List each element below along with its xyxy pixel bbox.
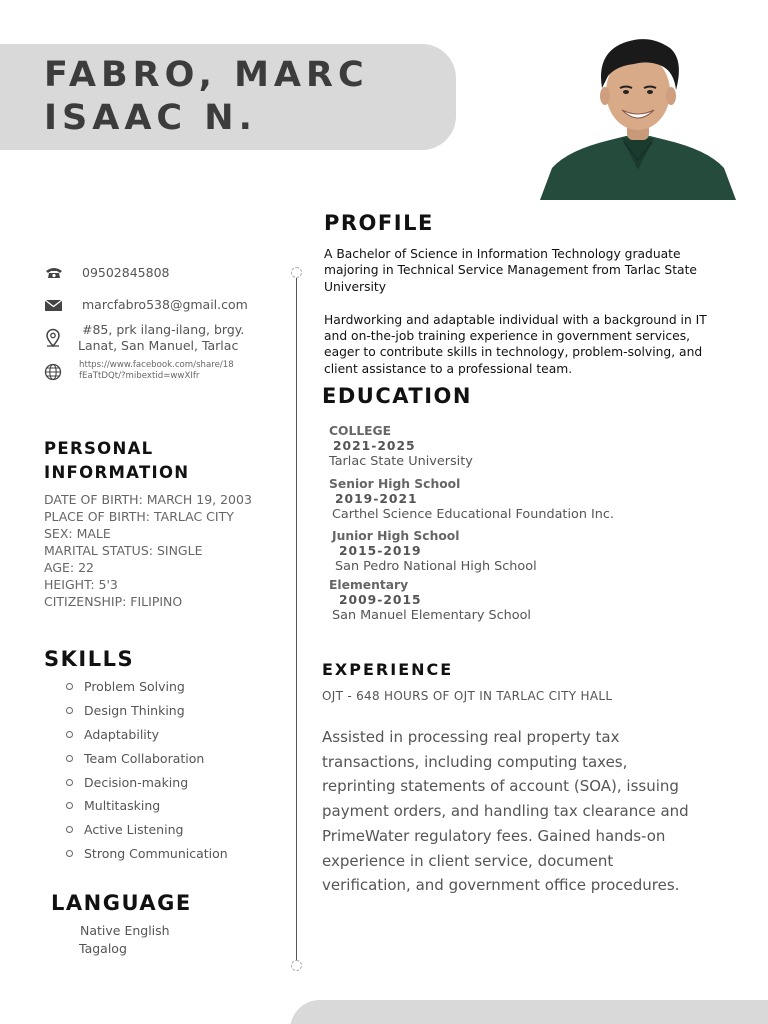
list-item: Team Collaboration	[66, 749, 228, 773]
location-pin-icon	[44, 328, 64, 346]
info-item: HEIGHT: 5'3	[44, 577, 118, 592]
skills-list	[66, 677, 228, 868]
education-years: 2015-2019	[339, 544, 422, 558]
email-address: marcfabro538@gmail.com	[82, 297, 248, 312]
profile-title: PROFILE	[324, 211, 434, 235]
education-school: Tarlac State University	[329, 454, 473, 469]
info-item: AGE: 22	[44, 560, 95, 575]
language-list	[80, 922, 170, 958]
timeline-dot-bottom	[291, 960, 302, 971]
education-level: Elementary	[329, 578, 409, 592]
list-item: Active Listening	[66, 820, 228, 844]
timeline-divider	[296, 273, 297, 966]
education-item-junior-high	[332, 529, 537, 575]
skills-title: SKILLS	[44, 647, 135, 671]
info-item: MARITAL STATUS: SINGLE	[44, 543, 203, 558]
education-school: Carthel Science Educational Foundation Inc.	[332, 507, 614, 522]
list-item: Adaptability	[66, 725, 228, 749]
profile-text	[324, 246, 709, 394]
footer-decoration	[290, 1000, 768, 1024]
education-school: San Pedro National High School	[335, 559, 537, 574]
education-years: 2009-2015	[339, 593, 422, 607]
list-item: Native English	[80, 923, 170, 938]
info-item: CITIZENSHIP: FILIPINO	[44, 594, 183, 609]
personal-info-title-line-2: INFORMATION	[44, 463, 190, 482]
profile-paragraph-2: Hardworking and adaptable individual with a background in IT and on-the-job training experience in government services, eager to contribute skills in technology, problem-solving, and client assistance to a professional team.	[324, 312, 707, 376]
education-years: 2019-2021	[335, 492, 418, 506]
name-banner	[0, 44, 456, 150]
phone-number: 09502845808	[82, 265, 170, 280]
facebook-link-line-1[interactable]: https://www.facebook.com/share/18	[79, 360, 234, 370]
education-title: EDUCATION	[322, 384, 472, 408]
globe-icon	[44, 363, 64, 381]
envelope-icon	[44, 297, 64, 315]
education-level: Junior High School	[332, 529, 460, 543]
list-item: Decision-making	[66, 773, 228, 797]
address-line-1: #85, prk ilang-ilang, brgy.	[82, 322, 245, 337]
phone-icon	[44, 265, 64, 283]
personal-info-title	[44, 437, 189, 485]
education-item-college	[329, 424, 473, 470]
info-item: DATE OF BIRTH: MARCH 19, 2003	[44, 492, 252, 507]
profile-paragraph-1: A Bachelor of Science in Information Technology graduate majoring in Technical Service Management from Tarlac State University	[324, 247, 697, 294]
profile-photo	[538, 30, 738, 200]
list-item: Multitasking	[66, 796, 228, 820]
personal-info-list	[44, 491, 252, 610]
name-line-2: ISAAC N.	[44, 98, 257, 138]
contact-facebook	[44, 360, 234, 382]
experience-title: EXPERIENCE	[322, 660, 454, 679]
list-item: Problem Solving	[66, 677, 228, 701]
name-line-1: FABRO, MARC	[44, 55, 369, 95]
education-item-senior-high	[329, 477, 614, 523]
personal-info-title-line-1: PERSONAL	[44, 439, 154, 458]
timeline-dot-top	[291, 267, 302, 278]
education-level: Senior High School	[329, 477, 461, 491]
language-title: LANGUAGE	[51, 891, 192, 915]
facebook-link-line-2[interactable]: fEaTtDQt/?mibextid=wwXIfr	[79, 371, 200, 381]
education-school: San Manuel Elementary School	[332, 608, 531, 623]
experience-description: Assisted in processing real property tax transactions, including computing taxes, reprinting statements of account (SOA), issuing payment orders, and handling tax clearance and PrimeWater regulatory fees. Gained hands-on experience in client service, document verification, and government office procedures.	[322, 728, 689, 895]
contact-phone	[44, 265, 169, 283]
list-item: Design Thinking	[66, 701, 228, 725]
education-level: COLLEGE	[329, 424, 392, 438]
contact-address	[44, 322, 244, 354]
education-years: 2021-2025	[333, 439, 416, 453]
experience-subtitle: OJT - 648 HOURS OF OJT IN TARLAC CITY HALL	[322, 689, 613, 703]
list-item: Strong Communication	[66, 844, 228, 868]
address-line-2: Lanat, San Manuel, Tarlac	[78, 338, 239, 353]
education-item-elementary	[329, 578, 531, 624]
info-item: SEX: MALE	[44, 526, 111, 541]
contact-email	[44, 297, 248, 315]
info-item: PLACE OF BIRTH: TARLAC CITY	[44, 509, 234, 524]
list-item: Tagalog	[79, 941, 127, 956]
